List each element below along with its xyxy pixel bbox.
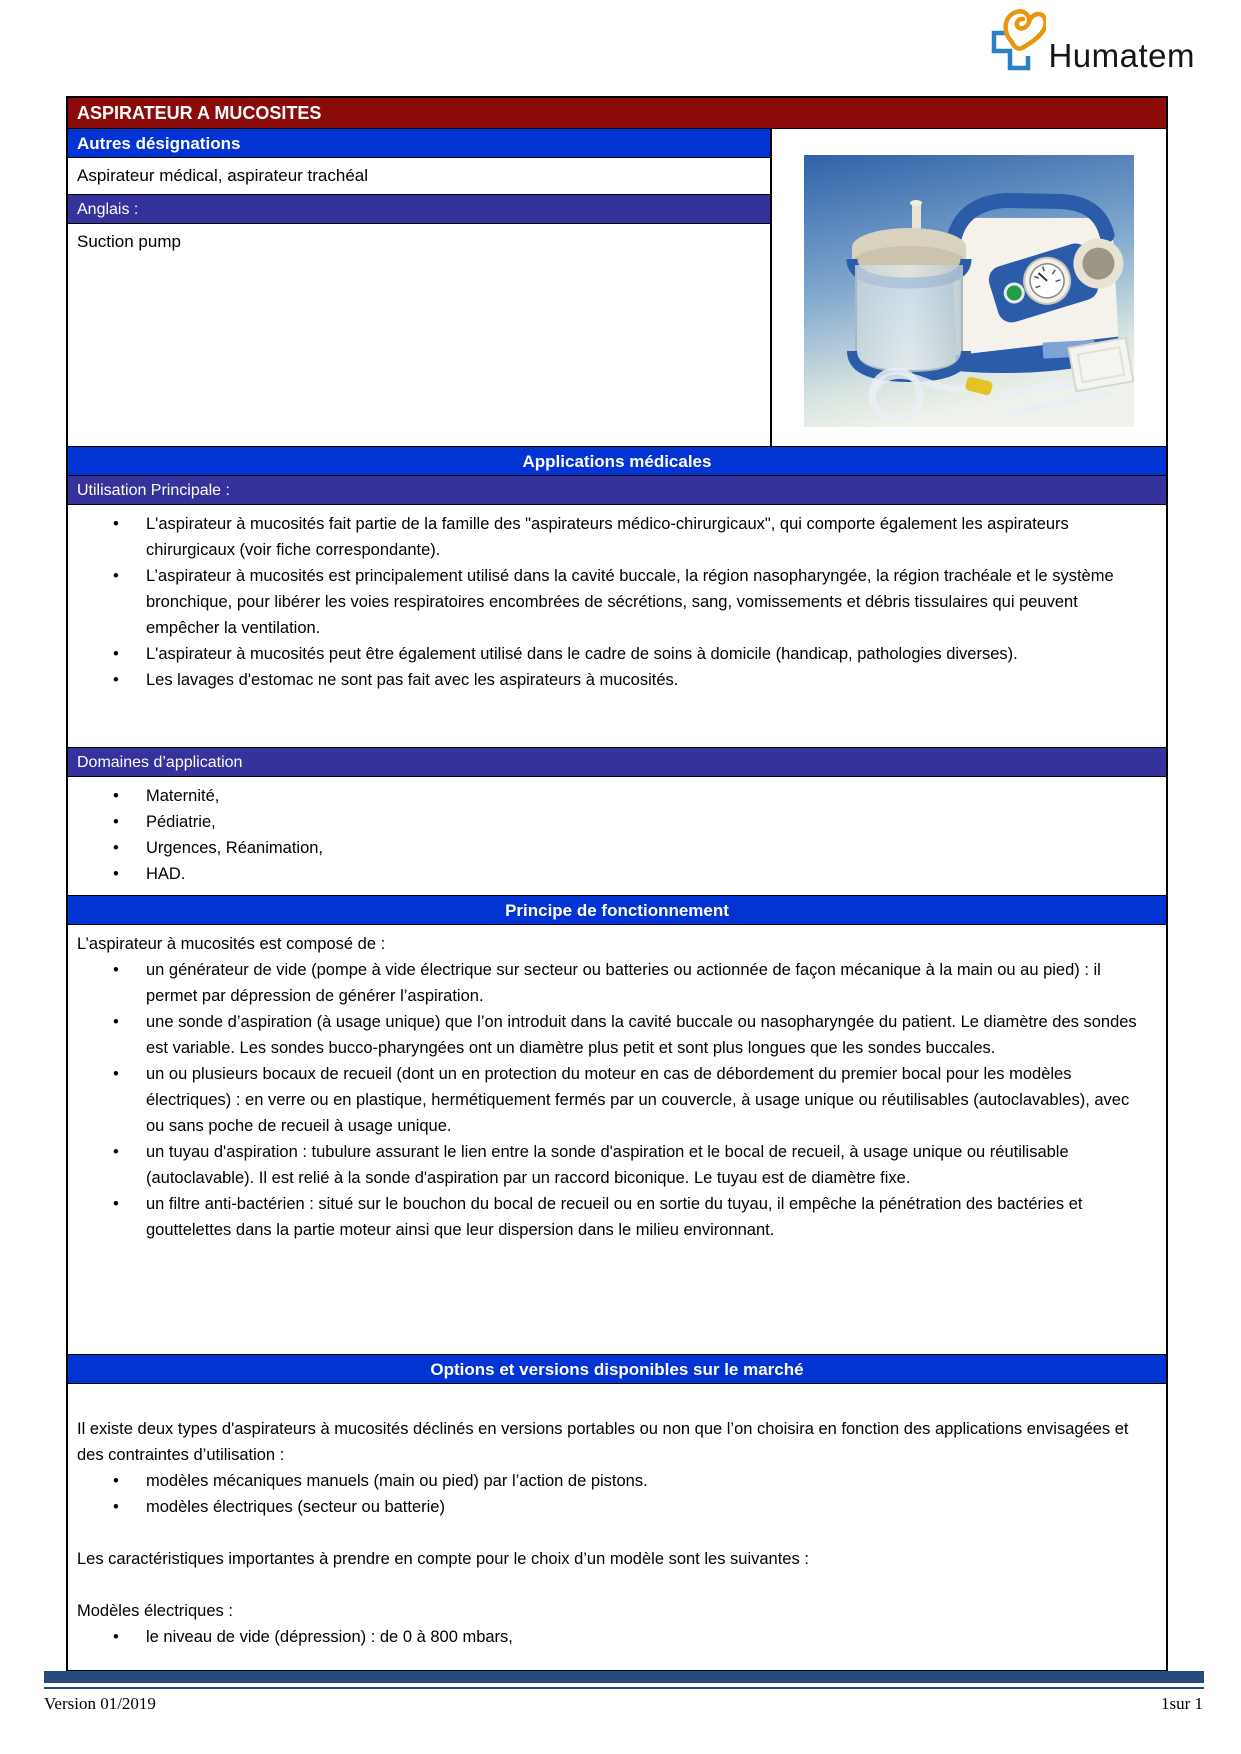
options-content — [68, 1384, 1166, 1670]
bullet-text: un filtre anti-bactérien : situé sur le bouchon du bocal de recueil ou en sortie du tuyau, il empêche la pénétration des bactéries et gouttelettes dans la partie moteur ainsi que leur dispersion dans le milieu environnant. — [146, 1195, 1083, 1239]
bullet-marker: • — [113, 645, 119, 663]
bullet-text: Pédiatrie, — [146, 813, 216, 831]
bullet-text: une sonde d’aspiration (à usage unique) que l’on introduit dans la cavité buccale ou nasopharyngée du patient. Le diamètre des sondes est variable. Les sondes bucco-pharyngées ont un diamètre plus petit et sont plus longues que les sondes buccales. — [146, 1013, 1137, 1057]
english-label: Anglais : — [77, 201, 139, 218]
principle-bullets — [77, 957, 1150, 1243]
options-paragraph-1: Il existe deux types d'aspirateurs à mucosités déclinés en versions portables ou non que l’on choisira en fonction des applications envisagées et des contraintes d’utilisation : — [77, 1420, 1129, 1464]
bullet-text: HAD. — [146, 865, 186, 883]
bullet-marker: • — [113, 515, 119, 533]
spacer — [77, 1520, 1150, 1546]
applications-section-header — [68, 447, 1166, 476]
doc-title-bar — [68, 98, 1166, 129]
bullet-text: le niveau de vide (dépression) : de 0 à 800 mbars, — [146, 1628, 513, 1646]
bullet-item — [77, 1624, 1150, 1650]
doc-title: ASPIRATEUR A MUCOSITES — [77, 103, 322, 123]
spacer — [77, 1572, 1150, 1598]
main-use-label: Utilisation Principale : — [77, 482, 230, 499]
suction-pump-photo — [804, 155, 1134, 427]
footer-rule-thin — [44, 1687, 1204, 1689]
english-value: Suction pump — [68, 224, 770, 446]
product-photo-cell — [772, 129, 1166, 446]
domains-header — [68, 748, 1166, 777]
options-paragraph-2: Les caractéristiques importantes à prendre en compte pour le choix d’un modèle sont les suivantes : — [77, 1550, 809, 1568]
bullet-item — [77, 1468, 1150, 1494]
bullet-marker: • — [113, 839, 119, 857]
applications-title: Applications médicales — [522, 452, 712, 471]
bullet-text: L'aspirateur à mucosités fait partie de la famille des "aspirateurs médico-chirurgicaux", qui comporte également les aspirateurs chirurgicaux (voir fiche correspondante). — [146, 515, 1069, 559]
footer-rule-thick — [44, 1671, 1204, 1683]
bullet-text: Les lavages d'estomac ne sont pas fait avec les aspirateurs à mucosités. — [146, 671, 679, 689]
bullet-item — [77, 783, 1150, 809]
principle-section-header — [68, 896, 1166, 925]
principle-intro: L’aspirateur à mucosités est composé de : — [77, 935, 386, 953]
bullet-marker: • — [113, 671, 119, 689]
bullet-item — [77, 861, 1150, 887]
bullet-marker: • — [113, 813, 119, 831]
footer-version: Version 01/2019 — [44, 1694, 156, 1713]
bullet-item — [77, 1494, 1150, 1520]
spacer — [77, 1390, 1150, 1416]
humatem-logo — [988, 8, 1195, 74]
other-names-value: Aspirateur médical, aspirateur trachéal — [68, 158, 770, 195]
other-names-label: Autres désignations — [77, 134, 241, 153]
main-use-bullets — [68, 505, 1166, 748]
bullet-item — [77, 1009, 1150, 1061]
bullet-item — [77, 1191, 1150, 1243]
top-info-section — [68, 129, 1166, 447]
bullet-item — [77, 1061, 1150, 1139]
domains-label: Domaines d’application — [77, 754, 243, 771]
bullet-item — [77, 563, 1150, 641]
bullet-item — [77, 957, 1150, 1009]
footer-page-number: 1sur 1 — [1160, 1694, 1203, 1713]
options-bullets-2 — [77, 1624, 1150, 1650]
bullet-item — [77, 667, 1150, 693]
bullet-marker: • — [113, 567, 119, 585]
bullet-marker: • — [113, 865, 119, 883]
bullet-text: Maternité, — [146, 787, 220, 805]
bullet-text: un générateur de vide (pompe à vide électrique sur secteur ou batteries ou actionnée de façon mécanique à la main ou au pied) : il permet par dépression de générer l’aspiration. — [146, 961, 1101, 1005]
bullet-marker: • — [113, 1498, 119, 1516]
options-section-header — [68, 1355, 1166, 1384]
bullet-item — [77, 641, 1150, 667]
principle-content — [68, 925, 1166, 1355]
bullet-text: modèles électriques (secteur ou batterie) — [146, 1498, 445, 1516]
designations-column — [68, 129, 772, 446]
bullet-text: modèles mécaniques manuels (main ou pied) par l’action de pistons. — [146, 1472, 648, 1490]
bullet-marker: • — [113, 787, 119, 805]
english-header — [68, 195, 770, 224]
humatem-logo-text: Humatem — [1048, 37, 1195, 74]
bullet-text: Urgences, Réanimation, — [146, 839, 324, 857]
bullet-marker: • — [113, 1628, 119, 1646]
other-names-header — [68, 129, 770, 158]
bullet-item — [77, 1139, 1150, 1191]
bullet-text: L’aspirateur à mucosités est principalement utilisé dans la cavité buccale, la région nasopharyngée, la région trachéale et le système bronchique, pour libérer les voies respiratoires encombrées de sécrétions, sang, vomissements et débris tissulaires qui peuvent empêcher la ventilation. — [146, 567, 1114, 637]
domains-bullets — [68, 777, 1166, 896]
bullet-marker: • — [113, 1472, 119, 1490]
bullet-marker: • — [113, 1065, 119, 1083]
bullet-text: un ou plusieurs bocaux de recueil (dont un en protection du moteur en cas de débordement du premier bocal pour les modèles électriques) : en verre ou en plastique, hermétiquement fermés par un couvercle, à usage unique ou réutilisables (autoclavables), avec ou sans poche de recueil à usage unique. — [146, 1065, 1130, 1135]
options-paragraph-3: Modèles électriques : — [77, 1602, 233, 1620]
bullet-text: un tuyau d'aspiration : tubulure assurant le lien entre la sonde d'aspiration et le bocal de recueil, à usage unique ou réutilisable (autoclavable). Il est relié à la sonde d'aspiration par un raccord biconique. Le tuyau est de diamètre fixe. — [146, 1143, 1069, 1187]
bullet-item — [77, 835, 1150, 861]
main-use-header — [68, 476, 1166, 505]
bullet-text: L'aspirateur à mucosités peut être également utilisé dans le cadre de soins à domicile (handicap, pathologies diverses). — [146, 645, 1018, 663]
options-title: Options et versions disponibles sur le marché — [430, 1360, 804, 1379]
bullet-item — [77, 511, 1150, 563]
bullet-marker: • — [113, 1013, 119, 1031]
bullet-marker: • — [113, 961, 119, 979]
datasheet-table — [66, 96, 1168, 1672]
principle-title: Principe de fonctionnement — [505, 901, 729, 920]
bullet-marker: • — [113, 1143, 119, 1161]
bullet-item — [77, 809, 1150, 835]
options-bullets-1 — [77, 1468, 1150, 1520]
bullet-marker: • — [113, 1195, 119, 1213]
humatem-logo-mark — [988, 8, 1046, 74]
